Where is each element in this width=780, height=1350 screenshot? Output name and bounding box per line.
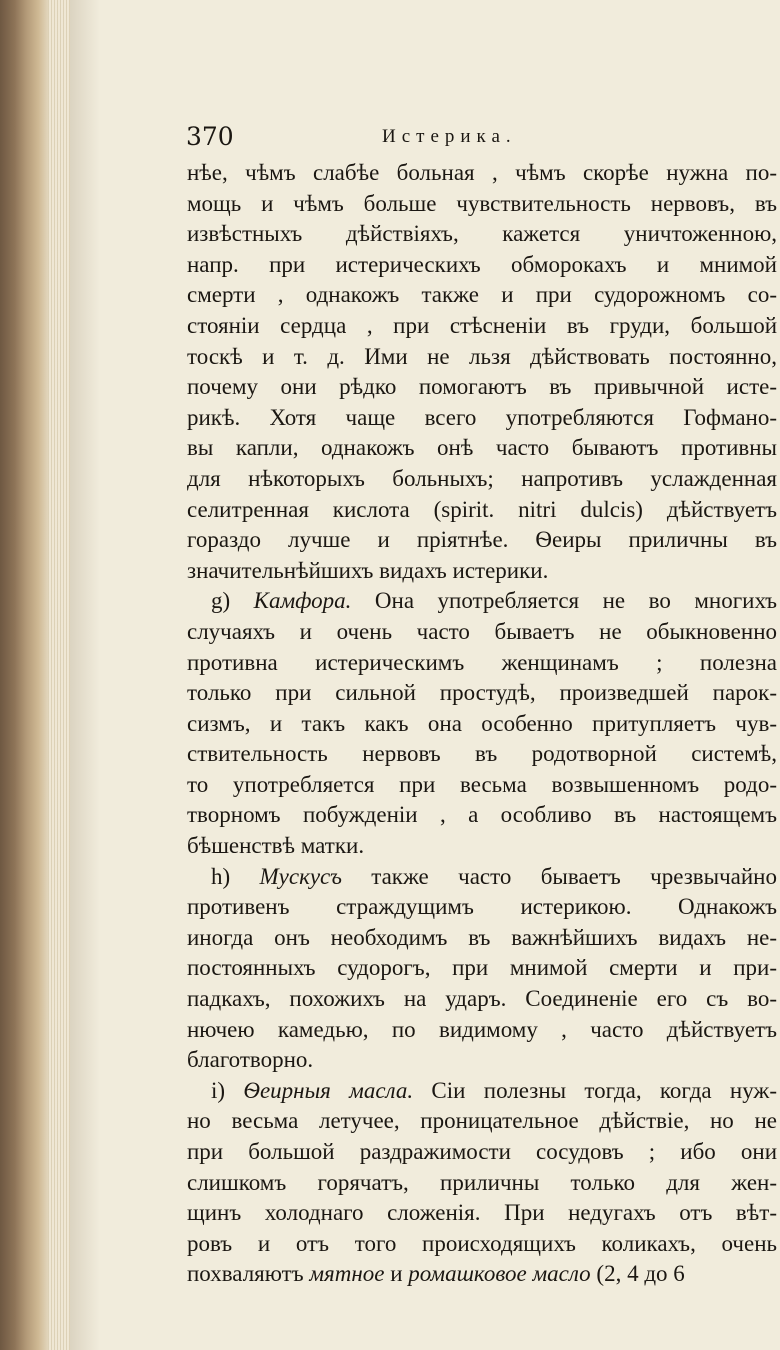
italic-term: Мускусъ bbox=[259, 863, 342, 889]
text-segment: похваляютъ bbox=[187, 1261, 310, 1287]
text-segment: ровъ и отъ того происходящихъ коликахъ, очень bbox=[187, 1230, 777, 1256]
text-segment: селитренная кислота (spirit. nitri dulcis) дѣйствуетъ bbox=[187, 496, 777, 522]
text-segment: для нѣкоторыхъ больныхъ; напротивъ услажденная bbox=[187, 465, 777, 491]
text-segment: и bbox=[384, 1261, 409, 1287]
text-line bbox=[187, 280, 777, 311]
text-line bbox=[187, 678, 777, 709]
text-segment: стояніи сердца , при стѣсненіи въ груди, большой bbox=[187, 312, 777, 338]
text-segment: также часто бываетъ чрезвычайно bbox=[341, 863, 777, 889]
text-line bbox=[187, 158, 777, 189]
text-segment: бѣшенствѣ матки. bbox=[187, 833, 365, 859]
text-segment: но весьма летучее, проницательное дѣйствіе, но не bbox=[187, 1108, 777, 1134]
text-segment: значительнѣйшихъ видахъ истерики. bbox=[187, 557, 549, 583]
text-line bbox=[187, 525, 777, 556]
text-line bbox=[187, 1137, 777, 1168]
text-line bbox=[187, 189, 777, 220]
text-line bbox=[187, 1168, 777, 1199]
text-line bbox=[187, 617, 777, 648]
text-line bbox=[187, 923, 777, 954]
text-segment: смерти , однакожъ также и при судорожномъ со- bbox=[187, 282, 777, 308]
text-segment: извѣстныхъ дѣйствіяхъ, кажется уничтоженною, bbox=[187, 221, 777, 247]
italic-term: Камфора. bbox=[253, 588, 352, 614]
text-segment: падкахъ, похожихъ на ударъ. Соединеніе его съ во- bbox=[187, 986, 777, 1012]
text-line bbox=[187, 1045, 777, 1076]
text-segment: гораздо лучше и пріятнѣе. Ѳеиры приличны въ bbox=[187, 527, 777, 553]
page-edges bbox=[48, 0, 70, 1350]
text-segment: творномъ побужденіи , а особливо въ настоящемъ bbox=[187, 802, 777, 828]
text-segment: случаяхъ и очень часто бываетъ не обыкновенно bbox=[187, 618, 777, 644]
text-line bbox=[187, 311, 777, 342]
text-line bbox=[187, 403, 777, 434]
text-segment: щинъ холоднаго сложенія. При недугахъ отъ вѣт- bbox=[187, 1200, 777, 1226]
text-segment: h) bbox=[211, 863, 260, 889]
running-title: Истерика. bbox=[382, 126, 517, 147]
gutter-shadow bbox=[70, 0, 100, 1350]
text-line bbox=[187, 433, 777, 464]
text-segment: постоянныхъ судорогъ, при мнимой смерти и при- bbox=[187, 955, 777, 981]
text-segment: иногда онъ необходимъ въ важнѣйшихъ видахъ не- bbox=[187, 924, 777, 950]
text-segment: Сіи полезны тогда, когда нуж- bbox=[413, 1077, 777, 1103]
text-line bbox=[187, 495, 777, 526]
text-segment: i) bbox=[211, 1077, 244, 1103]
text-line bbox=[187, 464, 777, 495]
text-segment: то употребляется при весьма возвышенномъ родо- bbox=[187, 771, 777, 797]
text-line bbox=[187, 1229, 777, 1260]
text-line bbox=[187, 1198, 777, 1229]
text-segment: только при сильной простудѣ, произведшей парок- bbox=[187, 680, 777, 706]
text-segment: мощь и чѣмъ больше чувствительность нервовъ, въ bbox=[187, 190, 777, 216]
text-segment: при большой раздражимости сосудовъ ; ибо они bbox=[187, 1139, 777, 1164]
text-line bbox=[187, 1259, 777, 1290]
text-segment: рикѣ. Хотя чаще всего употребляются Гофмано- bbox=[187, 404, 777, 430]
text-line bbox=[187, 709, 777, 740]
text-line bbox=[187, 739, 777, 770]
text-line bbox=[187, 953, 777, 984]
text-line bbox=[187, 984, 777, 1015]
text-segment: противна истерическимъ женщинамъ ; полезна bbox=[187, 649, 777, 675]
text-line bbox=[187, 1015, 777, 1046]
text-line bbox=[187, 556, 777, 587]
text-line bbox=[187, 831, 777, 862]
text-line bbox=[187, 250, 777, 281]
text-line bbox=[187, 800, 777, 831]
text-segment: вы капли, однакожъ онѣ часто бываютъ противны bbox=[187, 435, 777, 461]
text-segment: нючею камедью, по видимому , часто дѣйствуетъ bbox=[187, 1016, 777, 1042]
text-line bbox=[187, 1106, 777, 1137]
text-segment: нѣе, чѣмъ слабѣе больная , чѣмъ скорѣе нужна по- bbox=[187, 160, 777, 185]
text-segment: Она употребляется не во многихъ bbox=[351, 588, 777, 614]
text-line bbox=[187, 648, 777, 679]
text-segment: тоскѣ и т. д. Ими не льзя дѣйствовать постоянно, bbox=[187, 343, 777, 369]
text-line bbox=[187, 862, 777, 893]
text-segment: ствительность нервовъ въ родотворной системѣ, bbox=[187, 741, 777, 767]
text-segment: напр. при истерическихъ обморокахъ и мнимой bbox=[187, 251, 777, 277]
italic-term: Ѳеирныя масла. bbox=[243, 1077, 414, 1103]
text-line bbox=[187, 342, 777, 373]
text-segment: благотворно. bbox=[187, 1047, 314, 1073]
text-line bbox=[187, 219, 777, 250]
text-segment: почему они рѣдко помогаютъ въ привычной исте- bbox=[187, 374, 777, 400]
book-binding bbox=[0, 0, 48, 1350]
italic-term: ромашковое масло bbox=[408, 1261, 591, 1287]
page-number: 370 bbox=[186, 122, 234, 151]
text-line bbox=[187, 586, 777, 617]
text-segment: (2, 4 до 6 bbox=[590, 1261, 685, 1287]
text-segment: сизмъ, и такъ какъ она особенно притупляетъ чув- bbox=[187, 710, 777, 736]
text-segment: противенъ страждущимъ истерикою. Однакожъ bbox=[187, 894, 777, 920]
body-text bbox=[187, 158, 777, 1290]
text-line bbox=[187, 892, 777, 923]
text-line bbox=[187, 770, 777, 801]
text-line bbox=[187, 372, 777, 403]
text-segment: g) bbox=[211, 588, 254, 614]
page-header bbox=[186, 122, 780, 158]
italic-term: мятное bbox=[309, 1261, 385, 1287]
text-line bbox=[187, 1076, 777, 1107]
text-segment: слишкомъ горячатъ, приличны только для жен- bbox=[187, 1169, 777, 1195]
